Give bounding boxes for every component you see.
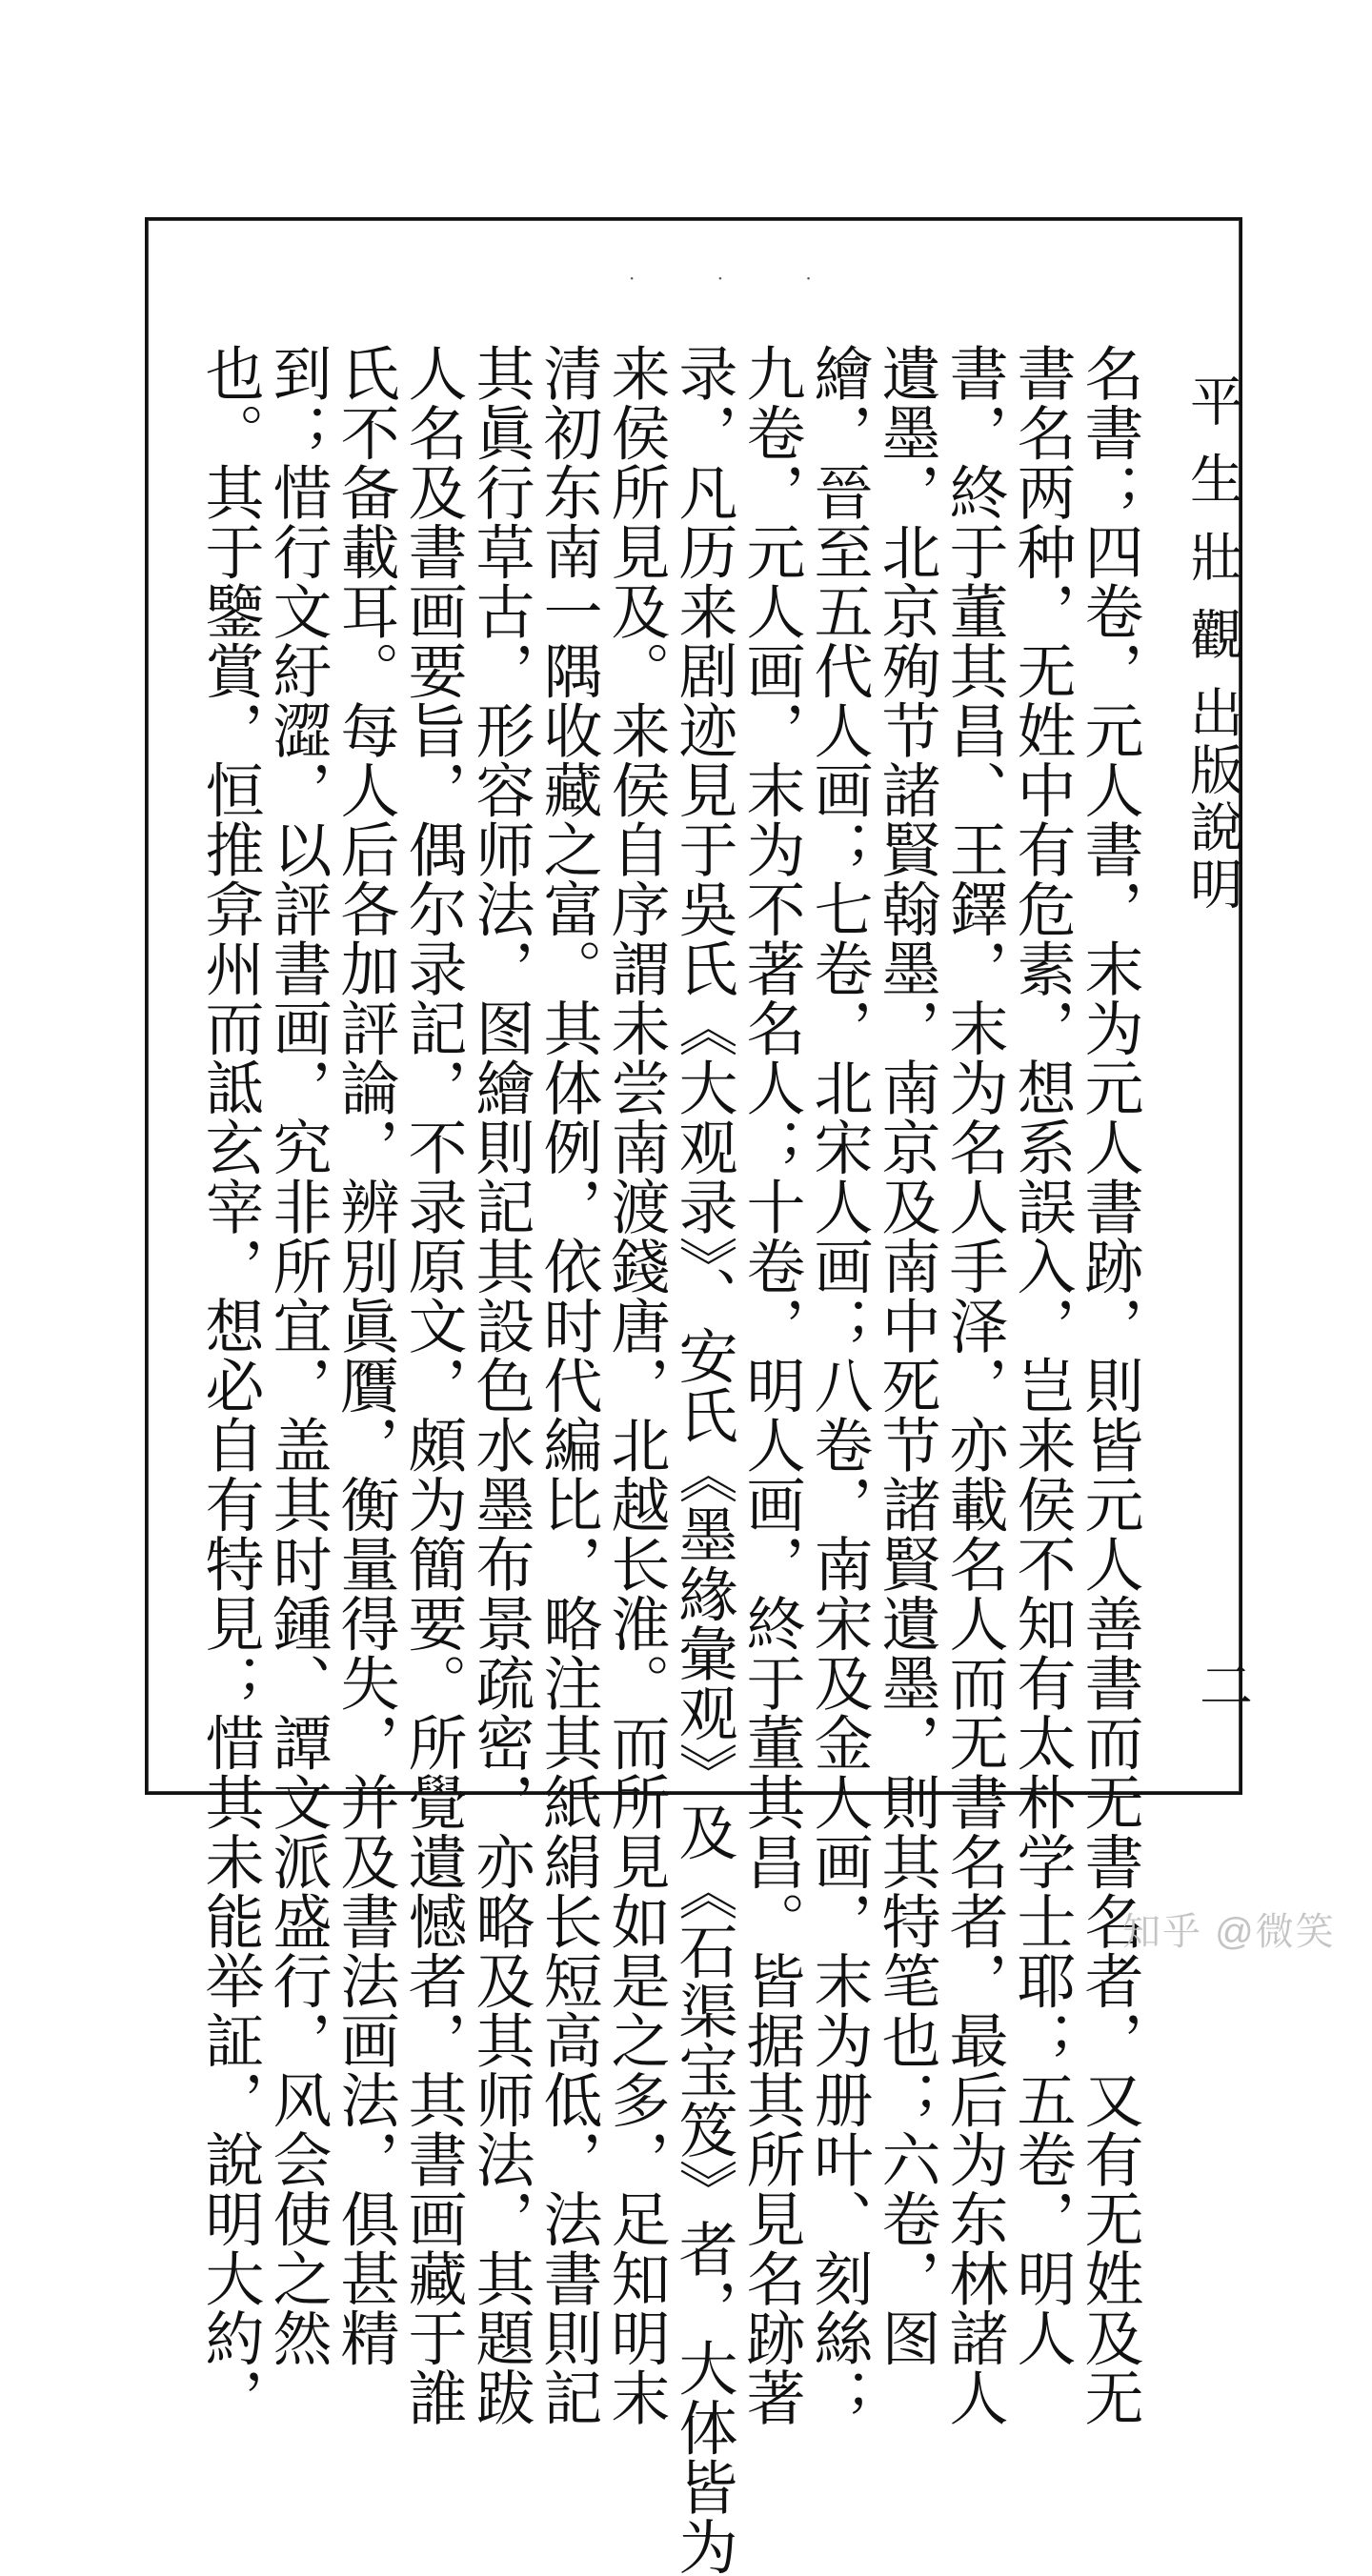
text-column: 氏不备載耳。每人后各加評論，辨別眞贋，衡量得失，并及書法画法，俱甚精: [331, 343, 400, 2367]
text-column: 書名两种，无姓中有危素，想系誤入，岂来侯不知有太朴学士耶；五卷，明人: [1007, 343, 1077, 2367]
text-column: 九卷，元人画，末为不著名人；十卷，明人画，終于董其昌。皆据其所見名跡著: [736, 343, 806, 2427]
page-number: 二: [1191, 1658, 1253, 1711]
text-column: 其眞行草古，形容师法，图繪則記其設色水墨布景疏密，亦略及其师法，其題跋: [466, 343, 535, 2427]
watermark: 知乎 @微笑: [1122, 1911, 1336, 1953]
text-column: 录，凡历来剧迹見于吳氏《大观录》、安氏《墨緣彙观》及《石渠宝笈》者，大体皆为: [669, 343, 738, 2576]
text-column: 清初东南一隅收藏之富。其体例，依时代編比，略注其紙絹长短高低，法書則記: [534, 343, 603, 2427]
text-column: 書，終于董其昌、王鐸，末为名人手泽，亦載名人而无書名者，最后为东林諸人: [939, 343, 1009, 2427]
body-text: [195, 343, 1144, 2576]
text-column: 遺墨，北京殉节諸賢翰墨，南京及南中死节諸賢遺墨，則其特笔也；六卷，图: [872, 343, 941, 2367]
text-column: 也。其于鑒賞，恒推弇州而詆玄宰，想必自有特見；惜其未能举証，說明大約，: [195, 343, 265, 2427]
text-column: 来侯所見及。来侯自序謂未尝南渡錢唐，北越长淮。而所見如是之多，足知明末: [601, 343, 671, 2427]
text-column: 到；惜行文紆澀，以評書画，究非所宜，盖其时鍾、譚文派盛行，风会使之然: [263, 343, 333, 2367]
decorative-dots: · · ·: [629, 267, 850, 290]
text-column: 人名及書画要旨，偶尔录記，不录原文，頗为簡要。所覺遺憾者，其書画藏于誰: [398, 343, 468, 2427]
text-column: 名書；四卷，元人書，末为元人書跡，則皆元人善書而无書名者，又有无姓及无: [1075, 343, 1144, 2427]
text-column: 繪，晉至五代人画；七卷，北宋人画；八卷，南宋及金人画，末为册叶、刻絲；: [804, 343, 874, 2427]
running-head: 平 生 壯 觀 出版說明: [1181, 373, 1243, 915]
